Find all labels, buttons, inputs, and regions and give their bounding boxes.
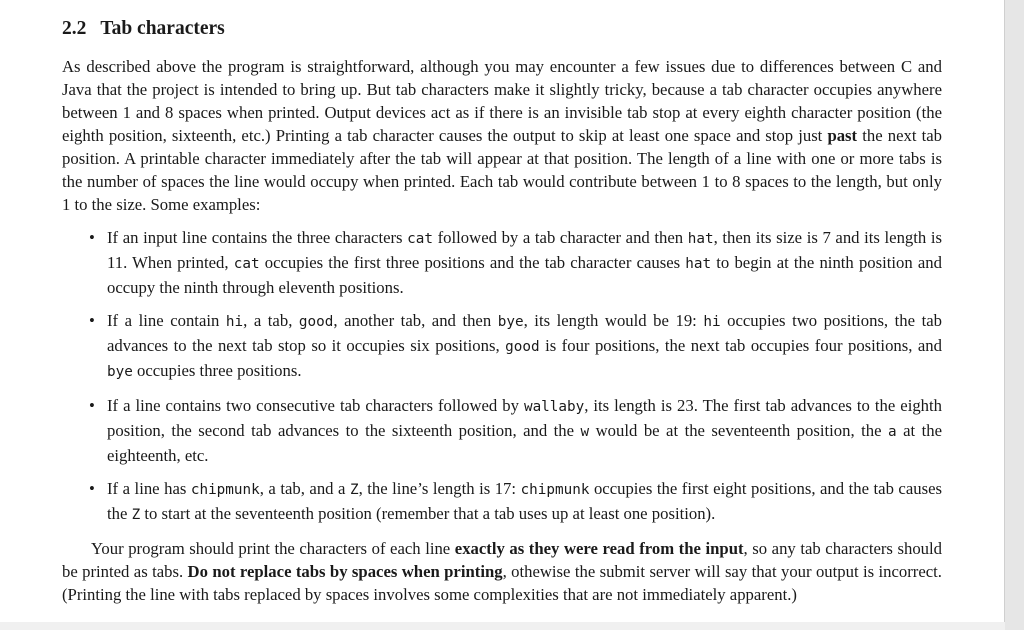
closing-bold-2: Do not replace tabs by spaces when printing — [187, 562, 503, 581]
bullet-icon: • — [89, 396, 95, 415]
bullet-icon: • — [89, 311, 95, 330]
example-text: If a line contain — [107, 311, 226, 330]
example-item-wallaby — [62, 394, 942, 467]
code-token: bye — [497, 314, 524, 330]
example-text: , a tab, — [243, 311, 299, 330]
example-text: If a line contains two consecutive tab characters followed by — [107, 396, 524, 415]
code-token: a — [887, 424, 897, 440]
window-edge — [1004, 0, 1024, 630]
intro-bold-past: past — [827, 126, 858, 145]
example-text: occupies the first eight positions, and the tab causes the — [107, 479, 942, 523]
example-text: would be at the seventeenth position, the — [589, 421, 888, 440]
example-text: If a line has — [107, 479, 191, 498]
code-token: cat — [233, 256, 260, 272]
code-token: cat — [407, 231, 433, 247]
code-token: good — [298, 314, 334, 330]
closing-text-3: , othewise the submit server will say that your output is incorrect. (Printing the line with tabs replaced by spaces involves some complexities that are not immediately apparent.) — [62, 562, 942, 604]
code-token: Z — [131, 507, 141, 523]
bullet-icon: • — [89, 479, 95, 498]
closing-text-2: , so any tab characters should be printed as tabs. — [62, 539, 942, 581]
example-text: , its length is 23. The first tab advances to the eighth position, the second tab advances to the sixteenth position, and the — [107, 396, 942, 440]
code-token: hat — [687, 231, 714, 247]
example-item-hi-good-bye — [62, 309, 942, 384]
example-text: is four positions, the next tab occupies four positions, and — [539, 336, 942, 355]
intro-text-1: As described above the program is straightforward, although you may encounter a few issues due to differences between C and Java that the project is intended to bring up. But tab characters make it slightly tricky, because a tab character occupies anywhere between 1 and 8 spaces when printed. Output devices act as if there is an invisible tab stop at every eighth character position (the eighth position, sixteenth, etc.) Printing a tab character causes the output to skip at least one space and stop just — [62, 57, 942, 145]
example-text: occupies two positions, the tab advances to the next tab stop so it occupies six positions, — [107, 311, 942, 355]
example-item-cat-hat — [62, 226, 942, 299]
code-token: hat — [685, 256, 712, 272]
section-title: Tab characters — [100, 18, 225, 39]
closing-bold-1: exactly as they were read from the input — [454, 539, 744, 558]
bullet-icon: • — [89, 228, 95, 247]
code-token: hi — [703, 314, 721, 330]
section-heading — [62, 16, 942, 42]
closing-paragraph — [62, 537, 942, 606]
code-token: good — [505, 339, 540, 355]
example-item-chipmunk — [62, 477, 942, 527]
code-token: chipmunk — [190, 482, 260, 498]
example-text: at the eighteenth, etc. — [107, 421, 942, 465]
code-token: chipmunk — [520, 482, 590, 498]
example-text: followed by a tab character and then — [433, 228, 688, 247]
code-token: wallaby — [523, 399, 585, 415]
code-token: bye — [107, 364, 133, 380]
example-text: , the line’s length is 17: — [358, 479, 521, 498]
example-text: , a tab, and a — [259, 479, 350, 498]
intro-text-2: the next tab position. A printable character immediately after the tab will appear at that position. The length of a line with one or more tabs is the number of spaces the line would occupy when printed. Each tab would contribute between 1 to 8 spaces to the length, but only 1 to the size. Some examples: — [62, 126, 942, 214]
example-text: to start at the seventeenth position (remember that a tab uses up at least one position). — [140, 504, 716, 523]
code-token: w — [580, 424, 590, 440]
example-text: occupies the first three positions and the tab character causes — [259, 253, 686, 272]
example-text: to begin at the ninth position and occupy the ninth through eleventh positions. — [107, 253, 942, 297]
examples-list — [62, 226, 942, 527]
closing-text-1: Your program should print the characters of each line — [91, 539, 455, 558]
code-token: Z — [349, 482, 359, 498]
example-text: , then its size is 7 and its length is 11. When printed, — [107, 228, 942, 272]
example-text: If an input line contains the three characters — [107, 228, 408, 247]
example-text: , its length would be 19: — [523, 311, 704, 330]
example-text: , another tab, and then — [333, 311, 498, 330]
document-page — [62, 16, 942, 606]
code-token: hi — [225, 314, 244, 330]
intro-paragraph — [62, 55, 942, 216]
example-text: occupies three positions. — [132, 361, 302, 380]
section-number: 2.2 — [62, 18, 87, 39]
page-bottom-edge — [0, 622, 1005, 630]
